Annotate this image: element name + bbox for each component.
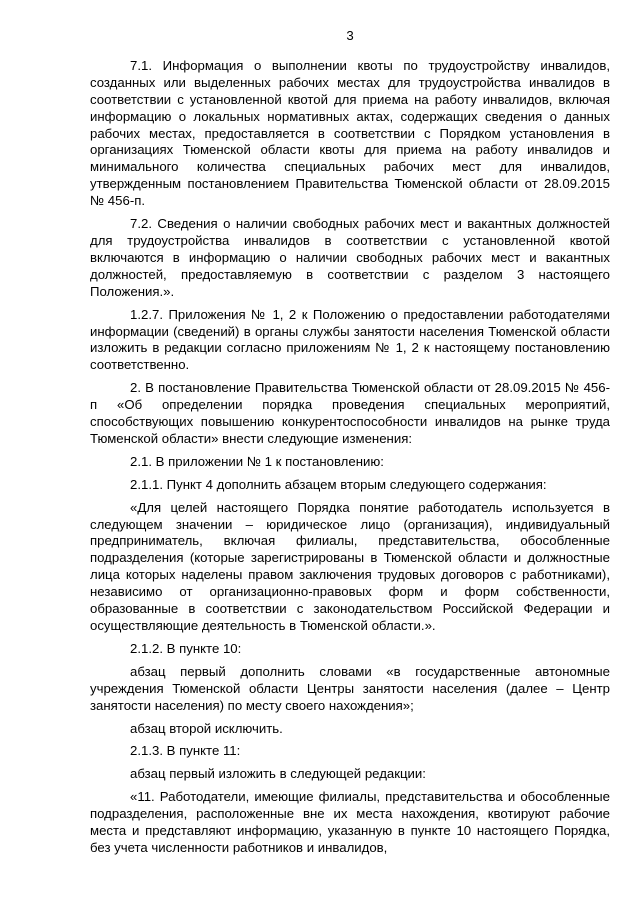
paragraph-first-addition: абзац первый дополнить словами «в государственные автономные учреждения Тюменской области Центры занятости населения (далее – Центр занятости населения) по месту своего нахождения»;: [90, 663, 610, 713]
paragraph-2-1-2: 2.1.2. В пункте 10:: [130, 640, 242, 656]
paragraph-2-1: 2.1. В приложении № 1 к постановлению:: [130, 453, 384, 469]
paragraph-first-restate: абзац первый изложить в следующей редакции:: [130, 766, 426, 782]
paragraph-employer-definition: «Для целей настоящего Порядка понятие работодатель используется в следующем значении – юридическое лицо (организация), индивидуальный предприниматель, включая филиалы, представительства, обособленные подразделения (которые зарегистрированы в Тюменской области и должностные лица которых наделены правом заключения трудовых договоров с работниками), независимо от организационно-правовых форм и форм собственности, образованные в соответствии с законодательством Российской Федерации и осуществляющие деятельность в Тюменской области.».: [90, 499, 610, 633]
paragraph-7-2: 7.2. Сведения о наличии свободных рабочих мест и вакантных должностей для трудоустройства инвалидов в соответствии с установленной квотой включаются в информацию о наличии свободных рабочих мест и вакантных должностей, предоставляемую в соответствии с разделом 3 настоящего Положения.».: [90, 216, 610, 299]
paragraph-2: 2. В постановление Правительства Тюменской области от 28.09.2015 № 456-п «Об определении порядка проведения специальных мероприятий, способствующих повышению конкурентоспособности инвалидов на рынке труда Тюменской области» внести следующие изменения:: [90, 380, 610, 446]
paragraph-item-11: «11. Работодатели, имеющие филиалы, представительства и обособленные подразделения, расположенные вне их места нахождения, квотируют рабочие места и представляют информацию, указанную в пункте 10 настоящего Порядка, без учета численности работников и инвалидов,: [90, 789, 610, 855]
paragraph-7-1: 7.1. Информация о выполнении квоты по трудоустройству инвалидов, созданных или выделенных рабочих местах для трудоустройства инвалидов в соответствии с установленной квотой для приема на работу инвалидов, включая информацию о локальных нормативных актах, содержащих сведения о данных рабочих местах, предоставляется в соответствии с Порядком установления в организациях Тюменской области квоты для приема на работу инвалидов и минимального количества специальных рабочих мест для инвалидов, утвержденным постановлением Правительства Тюменской области от 28.09.2015 № 456-п.: [90, 57, 610, 209]
paragraph-2-1-3: 2.1.3. В пункте 11:: [130, 743, 241, 759]
paragraph-1-2-7: 1.2.7. Приложения № 1, 2 к Положению о предоставлении работодателями информации (сведений) в органы службы занятости населения Тюменской области изложить в редакции согласно приложениям № 1, 2 к настоящему постановлению соответственно.: [90, 306, 610, 373]
paragraph-2-1-1: 2.1.1. Пункт 4 дополнить абзацем вторым следующего содержания:: [130, 476, 547, 492]
paragraph-second-exclude: абзац второй исключить.: [130, 720, 283, 736]
page-number: 3: [346, 28, 354, 43]
document-page: [90, 28, 610, 863]
